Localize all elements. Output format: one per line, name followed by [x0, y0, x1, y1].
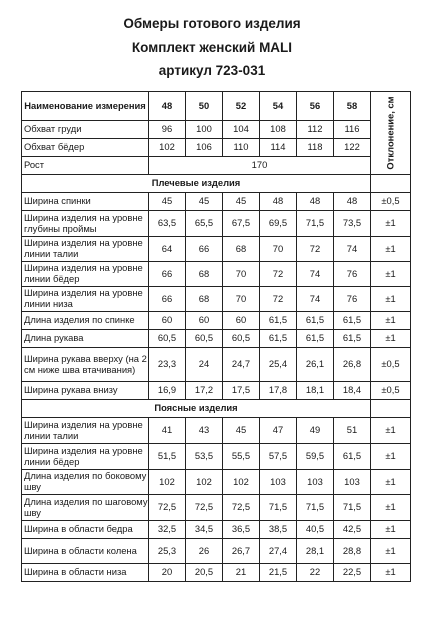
section-title-row [22, 400, 411, 418]
value-cell: 21 [223, 564, 260, 582]
deviation-cell: ±1 [371, 312, 411, 330]
value-cell: 96 [149, 121, 186, 139]
value-cell: 122 [334, 139, 371, 157]
section-title-empty-cell [371, 400, 411, 418]
value-cell: 25,3 [149, 539, 186, 564]
value-cell: 66 [149, 262, 186, 287]
deviation-cell: ±1 [371, 444, 411, 470]
value-cell: 61,5 [334, 444, 371, 470]
value-cell: 68 [186, 287, 223, 312]
value-cell: 61,5 [260, 312, 297, 330]
value-cell: 114 [260, 139, 297, 157]
value-cell: 18,1 [297, 382, 334, 400]
value-cell: 45 [223, 418, 260, 444]
table-row [22, 287, 411, 312]
value-cell: 112 [297, 121, 334, 139]
value-cell: 63,5 [149, 211, 186, 237]
header-name-cell: Наименование измерения [22, 92, 149, 121]
value-cell: 20 [149, 564, 186, 582]
value-cell: 74 [334, 237, 371, 262]
size-header-cell: 54 [260, 92, 297, 121]
value-cell: 57,5 [260, 444, 297, 470]
value-cell: 45 [223, 193, 260, 211]
table-row [22, 539, 411, 564]
value-cell: 60 [186, 312, 223, 330]
value-cell: 116 [334, 121, 371, 139]
value-cell: 25,4 [260, 348, 297, 382]
value-cell: 51 [334, 418, 371, 444]
value-cell: 61,5 [297, 312, 334, 330]
document-title: Обмеры готового изделия [123, 16, 301, 31]
value-cell: 34,5 [186, 521, 223, 539]
table-row [22, 211, 411, 237]
value-cell: 61,5 [260, 330, 297, 348]
size-header-cell: 58 [334, 92, 371, 121]
value-cell: 61,5 [334, 312, 371, 330]
deviation-cell: ±0,5 [371, 348, 411, 382]
measure-name-cell: Ширина в области бедра [22, 521, 149, 539]
value-cell: 67,5 [223, 211, 260, 237]
measure-name-cell: Ширина в области низа [22, 564, 149, 582]
value-cell: 108 [260, 121, 297, 139]
value-cell: 103 [260, 470, 297, 495]
deviation-header-label: Отклонение, см [384, 96, 396, 170]
measure-name-cell: Рост [22, 157, 149, 175]
measurements-table-body [22, 92, 411, 582]
value-cell: 74 [297, 287, 334, 312]
table-header-row [22, 92, 411, 121]
value-cell: 102 [149, 139, 186, 157]
value-cell: 26,8 [334, 348, 371, 382]
value-cell: 71,5 [334, 495, 371, 521]
value-cell: 20,5 [186, 564, 223, 582]
value-cell: 24,7 [223, 348, 260, 382]
value-cell: 103 [297, 470, 334, 495]
measure-name-cell: Ширина изделия на уровне линии бёдер [22, 444, 149, 470]
value-cell: 65,5 [186, 211, 223, 237]
deviation-cell: ±1 [371, 470, 411, 495]
document-title-block [0, 12, 424, 83]
value-cell: 38,5 [260, 521, 297, 539]
value-cell: 60 [223, 312, 260, 330]
value-cell: 70 [260, 237, 297, 262]
measure-name-cell: Ширина рукава внизу [22, 382, 149, 400]
measurements-table [21, 91, 411, 582]
value-cell: 51,5 [149, 444, 186, 470]
value-cell: 72,5 [186, 495, 223, 521]
value-cell: 66 [186, 237, 223, 262]
value-cell: 72 [260, 287, 297, 312]
height-value-cell: 170 [149, 157, 371, 175]
value-cell: 60,5 [223, 330, 260, 348]
measure-name-cell: Ширина изделия на уровне линии бёдер [22, 262, 149, 287]
value-cell: 100 [186, 121, 223, 139]
value-cell: 55,5 [223, 444, 260, 470]
deviation-cell: ±1 [371, 521, 411, 539]
value-cell: 27,4 [260, 539, 297, 564]
value-cell: 17,5 [223, 382, 260, 400]
value-cell: 61,5 [334, 330, 371, 348]
value-cell: 104 [223, 121, 260, 139]
table-row [22, 312, 411, 330]
deviation-cell: ±1 [371, 211, 411, 237]
size-header-cell: 50 [186, 92, 223, 121]
value-cell: 26,1 [297, 348, 334, 382]
value-cell: 48 [297, 193, 334, 211]
value-cell: 60,5 [149, 330, 186, 348]
table-row [22, 193, 411, 211]
value-cell: 102 [223, 470, 260, 495]
table-row [22, 418, 411, 444]
deviation-cell: ±1 [371, 418, 411, 444]
value-cell: 41 [149, 418, 186, 444]
value-cell: 106 [186, 139, 223, 157]
value-cell: 42,5 [334, 521, 371, 539]
value-cell: 73,5 [334, 211, 371, 237]
value-cell: 23,3 [149, 348, 186, 382]
deviation-cell: ±1 [371, 495, 411, 521]
article-number: артикул 723-031 [158, 63, 266, 78]
value-cell: 60 [149, 312, 186, 330]
value-cell: 69,5 [260, 211, 297, 237]
product-name: Комплект женский MALI [131, 39, 293, 55]
value-cell: 45 [149, 193, 186, 211]
value-cell: 71,5 [297, 495, 334, 521]
deviation-cell: ±1 [371, 539, 411, 564]
value-cell: 110 [223, 139, 260, 157]
value-cell: 43 [186, 418, 223, 444]
section-title-row [22, 175, 411, 193]
value-cell: 26 [186, 539, 223, 564]
measure-name-cell: Длина рукава [22, 330, 149, 348]
value-cell: 102 [149, 470, 186, 495]
table-row [22, 495, 411, 521]
measure-name-cell: Обхват груди [22, 121, 149, 139]
value-cell: 118 [297, 139, 334, 157]
measure-name-cell: Ширина изделия на уровне линии талии [22, 237, 149, 262]
value-cell: 59,5 [297, 444, 334, 470]
value-cell: 72,5 [223, 495, 260, 521]
value-cell: 26,7 [223, 539, 260, 564]
deviation-cell: ±1 [371, 287, 411, 312]
value-cell: 48 [334, 193, 371, 211]
table-row [22, 564, 411, 582]
table-row [22, 121, 411, 139]
value-cell: 49 [297, 418, 334, 444]
value-cell: 24 [186, 348, 223, 382]
table-row [22, 470, 411, 495]
value-cell: 40,5 [297, 521, 334, 539]
value-cell: 28,1 [297, 539, 334, 564]
measure-name-cell: Ширина изделия на уровне линии низа [22, 287, 149, 312]
table-row [22, 348, 411, 382]
deviation-header-cell [371, 92, 411, 175]
deviation-cell: ±1 [371, 237, 411, 262]
table-row [22, 382, 411, 400]
measure-name-cell: Ширина изделия на уровне линии талии [22, 418, 149, 444]
value-cell: 48 [260, 193, 297, 211]
measure-name-cell: Ширина изделия на уровне глубины проймы [22, 211, 149, 237]
value-cell: 17,2 [186, 382, 223, 400]
value-cell: 70 [223, 287, 260, 312]
value-cell: 68 [186, 262, 223, 287]
value-cell: 60,5 [186, 330, 223, 348]
section-title-cell: Плечевые изделия [22, 175, 371, 193]
deviation-cell: ±0,5 [371, 193, 411, 211]
value-cell: 45 [186, 193, 223, 211]
value-cell: 76 [334, 262, 371, 287]
value-cell: 71,5 [260, 495, 297, 521]
value-cell: 72 [260, 262, 297, 287]
value-cell: 72 [297, 237, 334, 262]
value-cell: 53,5 [186, 444, 223, 470]
table-row [22, 330, 411, 348]
deviation-cell: ±1 [371, 330, 411, 348]
value-cell: 68 [223, 237, 260, 262]
measure-name-cell: Ширина рукава вверху (на 2 см ниже шва втачивания) [22, 348, 149, 382]
measure-name-cell: Длина изделия по боковому шву [22, 470, 149, 495]
value-cell: 76 [334, 287, 371, 312]
value-cell: 70 [223, 262, 260, 287]
measure-name-cell: Обхват бёдер [22, 139, 149, 157]
value-cell: 18,4 [334, 382, 371, 400]
section-title-cell: Поясные изделия [22, 400, 371, 418]
value-cell: 47 [260, 418, 297, 444]
value-cell: 72,5 [149, 495, 186, 521]
value-cell: 71,5 [297, 211, 334, 237]
value-cell: 17,8 [260, 382, 297, 400]
deviation-cell: ±1 [371, 262, 411, 287]
size-header-cell: 48 [149, 92, 186, 121]
table-row [22, 521, 411, 539]
measure-name-cell: Ширина спинки [22, 193, 149, 211]
value-cell: 103 [334, 470, 371, 495]
table-row [22, 139, 411, 157]
value-cell: 22 [297, 564, 334, 582]
value-cell: 64 [149, 237, 186, 262]
table-row [22, 444, 411, 470]
measure-name-cell: Длина изделия по шаговому шву [22, 495, 149, 521]
value-cell: 16,9 [149, 382, 186, 400]
deviation-cell: ±1 [371, 564, 411, 582]
table-row [22, 237, 411, 262]
value-cell: 61,5 [297, 330, 334, 348]
value-cell: 74 [297, 262, 334, 287]
value-cell: 28,8 [334, 539, 371, 564]
value-cell: 66 [149, 287, 186, 312]
size-header-cell: 56 [297, 92, 334, 121]
value-cell: 22,5 [334, 564, 371, 582]
measure-name-cell: Длина изделия по спинке [22, 312, 149, 330]
section-title-empty-cell [371, 175, 411, 193]
value-cell: 36,5 [223, 521, 260, 539]
value-cell: 32,5 [149, 521, 186, 539]
height-row [22, 157, 411, 175]
deviation-cell: ±0,5 [371, 382, 411, 400]
measure-name-cell: Ширина в области колена [22, 539, 149, 564]
table-row [22, 262, 411, 287]
size-header-cell: 52 [223, 92, 260, 121]
value-cell: 21,5 [260, 564, 297, 582]
value-cell: 102 [186, 470, 223, 495]
